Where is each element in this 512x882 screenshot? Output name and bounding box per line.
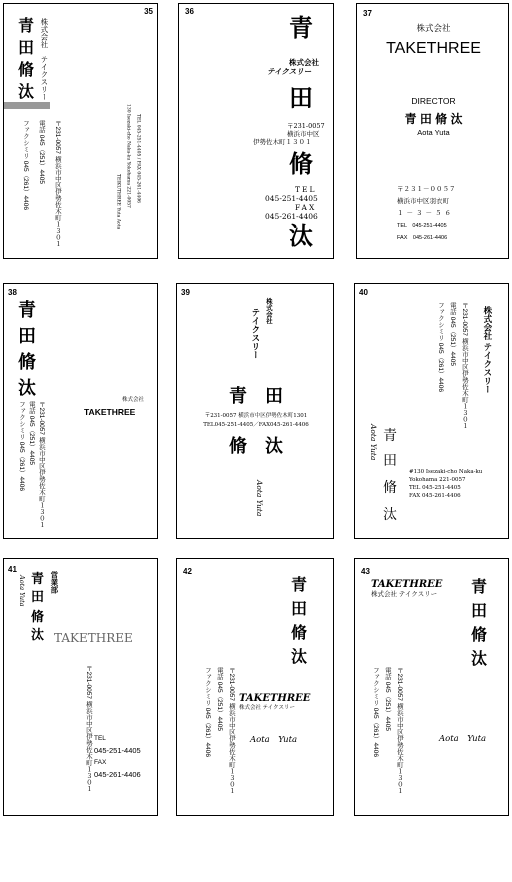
name-char: 脩 [471, 625, 488, 644]
card-number: 38 [8, 288, 17, 297]
card-number: 42 [183, 567, 192, 576]
en-address-line: #130 Isezaki-cho Naka-ku [409, 469, 483, 475]
company-en: TAKETHREE [84, 407, 136, 417]
business-card-41 [3, 558, 158, 816]
tel-label: TEL [295, 185, 317, 194]
fax: ファクシミリ 045（261）4406 [203, 667, 211, 757]
address-line: １－３－５６ [397, 210, 454, 217]
fax-label: FAX [94, 759, 107, 766]
business-card-40 [354, 283, 509, 539]
en-tel: TEL 045-251-4405 [409, 485, 461, 491]
name-char: 田 [18, 38, 35, 57]
name-char: 汰 [31, 628, 45, 643]
card-number: 40 [359, 288, 368, 297]
business-card-36 [178, 3, 334, 259]
address: 〒231-0057 横浜市中区伊勢佐木町１３０１ [460, 302, 468, 429]
name-char: 青 [291, 575, 308, 594]
name-char: 青 [18, 300, 36, 321]
romaji-name: TEIKUTHREE Yuta Aota [115, 174, 121, 230]
fax-label: FAX [295, 203, 317, 212]
name-char: 青 [383, 428, 397, 444]
address-line: 伊勢佐木町１３０１ [253, 138, 312, 146]
business-card-38 [3, 283, 158, 539]
business-card-37 [356, 3, 509, 259]
fax: ファクシミリ 045（261）4406 [21, 120, 29, 210]
phone: 電話 045（251）4405 [383, 667, 391, 731]
person-surname: 青 田 [229, 386, 283, 407]
address-line: 横浜市中区 [287, 130, 320, 138]
company-name: 株式会社 テイクスリー [482, 306, 493, 394]
name-char: 田 [471, 601, 488, 620]
en-address-line: Yokohama 221-0057 [409, 477, 466, 483]
card-number: 35 [144, 7, 153, 16]
romaji-name: Aota Yuta [254, 480, 264, 517]
name-char: 青 [471, 577, 488, 596]
en-fax: FAX 045-261-4406 [409, 493, 461, 499]
department: 営業部 [49, 571, 59, 594]
address: 〒231-0057 横浜市中区伊勢佐木町1301 [204, 413, 308, 419]
address: 〒231-0057 横浜市中区伊勢佐木町１３０１ [53, 120, 61, 247]
tel: TEL 045-251-4405 [397, 223, 447, 229]
company-en: TAKETHREE [371, 579, 443, 590]
person-given-name: 脩 汰 [229, 436, 283, 457]
romaji-name: Aota Yuta [417, 128, 450, 137]
romaji-address: 130 Isezaki-cho Naka-ku Yokohama 221-0057 [125, 104, 131, 208]
tel-label: TEL [94, 735, 106, 742]
name-char: 青 [18, 16, 35, 35]
card-number: 39 [181, 288, 190, 297]
postal-code: 〒231-0057 [287, 122, 325, 130]
address-line: 横浜市中区羽衣町 [397, 198, 449, 205]
company-kana: テイクスリー [267, 67, 312, 76]
card-number: 36 [185, 7, 194, 16]
card-number: 37 [363, 9, 372, 18]
company-jp: 株式会社 [416, 23, 451, 33]
company-jp: 株式会社 [122, 397, 145, 403]
fax: 045-261-4406 [265, 212, 318, 221]
fax: FAX 045-261-4406 [397, 235, 448, 241]
romaji-name: Aota Yuta [17, 575, 26, 607]
company-en: TAKETHREE [239, 693, 311, 704]
accent-bar [4, 102, 50, 109]
romaji-name: Aota Yuta [368, 424, 378, 461]
name-char: 汰 [18, 82, 35, 101]
company-jp: 株式会社 [264, 298, 272, 324]
address: 〒231-0057 横浜市中区伊勢佐木町１３０１ [395, 667, 403, 794]
name-char: 汰 [383, 507, 397, 523]
name-char: 青 [289, 13, 313, 42]
name-char: 田 [289, 83, 313, 112]
name-char: 田 [291, 599, 308, 618]
name-char: 汰 [18, 378, 36, 399]
name-char: 脩 [291, 623, 308, 642]
romaji-contact: TEL 045-251-4405 / FAX 045-261-4406 [135, 114, 141, 204]
romaji-name: Aota Yuta [439, 734, 487, 744]
name-char: 汰 [471, 649, 488, 668]
company-jp: 株式会社 [289, 58, 319, 67]
name-char: 汰 [291, 647, 308, 666]
fax: ファクシミリ 045（261）4406 [436, 302, 444, 392]
phone: 電話 045（251）4405 [448, 302, 456, 366]
company-kana: テイクスリー [250, 308, 261, 359]
business-card-39 [176, 283, 334, 539]
company-en: TAKETHREE [54, 631, 133, 645]
phone: 電話 045（251）4405 [215, 667, 223, 731]
fax: ファクシミリ 045（261）4406 [371, 667, 379, 757]
address: 〒231-0057 横浜市中区伊勢佐木町１３０１ [37, 401, 45, 528]
postal-code: 〒２３１－００５７ [397, 186, 456, 193]
tel: 045-251-4405 [265, 194, 318, 203]
name-char: 青 [31, 572, 45, 587]
phone: 電話 045（251）4405 [27, 401, 35, 465]
fax: ファクシミリ 045（261）4406 [17, 401, 25, 491]
fax: 045-261-4406 [94, 770, 141, 779]
name-char: 田 [18, 326, 36, 347]
company-jp: 株式会社 テイクスリー [239, 705, 295, 711]
name-char: 脩 [18, 60, 35, 79]
person-name: 青 田 脩 汰 [404, 112, 463, 126]
phone: 電話 045（251）4405 [37, 120, 45, 184]
name-char: 脩 [383, 480, 397, 496]
name-char: 脩 [18, 352, 36, 373]
tel: 045-251-4405 [94, 746, 141, 755]
name-char: 田 [31, 590, 45, 605]
romaji-name: Aota Yuta [250, 735, 298, 745]
name-char: 田 [383, 453, 397, 469]
company-jp: 株式会社 テイクスリー [371, 591, 438, 598]
address: 〒231-0057 横浜市中区伊勢佐木町１３０１ [84, 665, 92, 792]
name-char: 脩 [289, 149, 313, 178]
name-char: 汰 [289, 221, 313, 250]
business-card-42 [176, 558, 334, 816]
business-card-35 [3, 3, 158, 259]
company-name: 株式会社 テイクスリー [39, 18, 49, 101]
card-number: 43 [361, 567, 370, 576]
contact-line: TEL045-251-4405／FAX045-261-4406 [203, 422, 309, 428]
company-en: TAKETHREE [386, 40, 481, 57]
name-char: 脩 [31, 610, 45, 625]
business-card-43 [354, 558, 509, 816]
address: 〒231-0057 横浜市中区伊勢佐木町１３０１ [227, 667, 235, 794]
job-title: DIRECTOR [411, 96, 456, 106]
card-number: 41 [8, 565, 17, 574]
